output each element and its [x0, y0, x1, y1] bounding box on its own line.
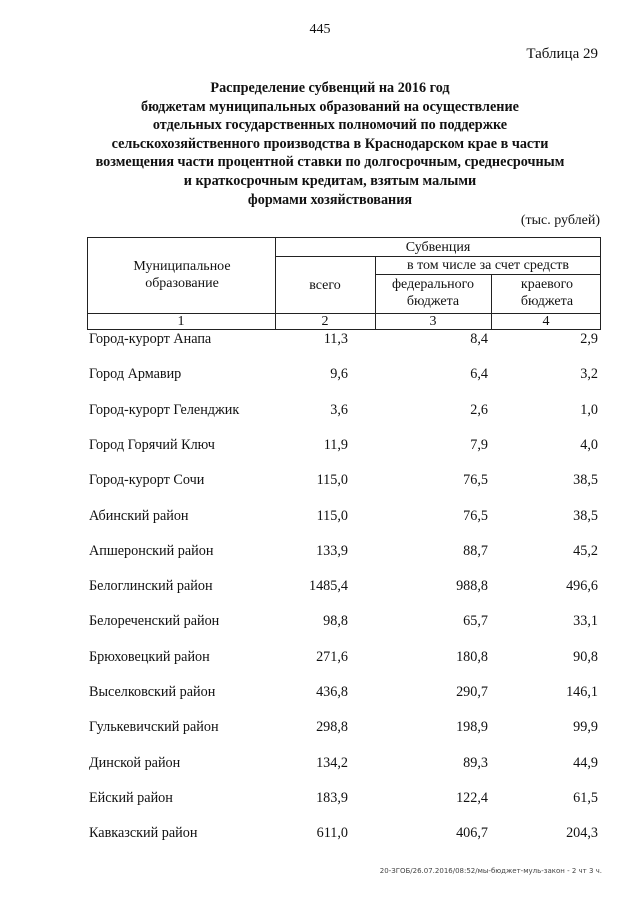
value-total: 98,8	[323, 613, 348, 630]
value-regional: 4,0	[580, 436, 598, 453]
header-federal: федерального бюджета	[391, 277, 475, 309]
table-row	[0, 578, 640, 598]
value-federal: 8,4	[470, 331, 488, 347]
value-total: 1485,4	[308, 578, 348, 595]
value-federal: 2,6	[470, 401, 488, 418]
table-row	[0, 684, 640, 704]
table-row	[0, 437, 640, 457]
value-total: 11,9	[323, 436, 348, 453]
value-regional: 38,5	[573, 507, 598, 524]
header-regional: краевого бюджета	[520, 277, 574, 309]
municipality-name: Динской район	[89, 754, 181, 771]
title-line: и краткосрочным кредитам, взятым малыми	[183, 172, 477, 189]
value-regional: 3,2	[580, 366, 598, 383]
value-federal: 89,3	[463, 754, 488, 771]
municipality-name: Выселковский район	[89, 684, 216, 700]
table-header	[87, 237, 601, 330]
municipality-name: Ейский район	[89, 789, 173, 806]
municipality-name: Гулькевичский район	[89, 719, 219, 736]
header-municipality: Муниципальное образование	[133, 259, 231, 291]
title-line: сельскохозяйственного производства в Краснодарском крае в части	[111, 135, 549, 152]
value-total: 133,9	[316, 542, 348, 559]
value-regional: 204,3	[566, 825, 598, 842]
value-federal: 988,8	[456, 578, 488, 595]
value-total: 298,8	[316, 719, 348, 736]
municipality-name: Белоглинский район	[89, 578, 213, 595]
table-row	[0, 825, 640, 845]
header-including: в том числе за счет средств	[407, 258, 569, 273]
value-regional: 38,5	[573, 472, 598, 489]
header-rule-top	[87, 237, 601, 238]
table-row	[0, 402, 640, 422]
header-subvention: Субвенция	[405, 240, 471, 255]
header-total: всего	[309, 278, 341, 293]
title-line: формами хозяйствования	[247, 191, 413, 208]
title-line: отдельных государственных полномочий по поддержке	[152, 117, 508, 134]
table-row	[0, 472, 640, 492]
table-row	[0, 366, 640, 386]
units-label: (тыс. рублей)	[520, 213, 600, 228]
value-total: 3,6	[330, 401, 348, 418]
municipality-name: Город Армавир	[89, 366, 182, 383]
value-federal: 290,7	[456, 684, 488, 700]
value-federal: 122,4	[456, 789, 488, 806]
municipality-name: Брюховецкий район	[89, 648, 210, 665]
value-total: 134,2	[316, 754, 348, 771]
table-row	[0, 331, 640, 351]
value-regional: 146,1	[566, 684, 598, 700]
value-regional: 45,2	[573, 542, 598, 559]
value-total: 11,3	[323, 331, 348, 347]
footer-code: 20-ЗГОБ/26.07.2016/08:52/мы-бюджет-муль-закон - 2 чт 3 ч.	[379, 867, 602, 875]
table-row	[0, 649, 640, 669]
table-row	[0, 543, 640, 563]
municipality-name: Апшеронский район	[89, 542, 214, 559]
value-federal: 76,5	[463, 507, 488, 524]
value-federal: 65,7	[463, 613, 488, 630]
table-row	[0, 613, 640, 633]
value-total: 611,0	[316, 825, 348, 842]
header-colnum-4: 4	[542, 314, 550, 329]
title-line: возмещения части процентной ставки по долгосрочным, среднесрочным	[95, 154, 565, 171]
title-line: бюджетам муниципальных образований на осуществление	[141, 98, 519, 115]
value-federal: 6,4	[470, 366, 488, 383]
value-total: 115,0	[316, 507, 348, 524]
header-colnum-3: 3	[429, 314, 437, 329]
municipality-name: Кавказский район	[89, 825, 198, 842]
municipality-name: Город Горячий Ключ	[89, 436, 215, 453]
value-regional: 1,0	[580, 401, 598, 418]
municipality-name: Белореченский район	[89, 613, 220, 630]
title-line: Распределение субвенций на 2016 год	[210, 80, 450, 96]
header-rule-including	[375, 274, 601, 275]
value-federal: 180,8	[456, 648, 488, 665]
municipality-name: Город-курорт Анапа	[89, 331, 212, 347]
value-federal: 76,5	[463, 472, 488, 489]
municipality-name: Город-курорт Геленджик	[89, 401, 240, 418]
value-federal: 7,9	[470, 436, 488, 453]
value-regional: 2,9	[580, 331, 598, 347]
value-regional: 44,9	[573, 754, 598, 771]
document-title	[60, 79, 600, 209]
value-regional: 99,9	[573, 719, 598, 736]
value-total: 436,8	[316, 684, 348, 700]
value-federal: 406,7	[456, 825, 488, 842]
value-federal: 198,9	[456, 719, 488, 736]
value-regional: 61,5	[573, 789, 598, 806]
header-colnum-1: 1	[177, 314, 185, 329]
table-row	[0, 508, 640, 528]
table-label: Таблица 29	[526, 46, 598, 62]
municipality-name: Абинский район	[89, 507, 189, 524]
municipality-name: Город-курорт Сочи	[89, 472, 205, 489]
table-row	[0, 790, 640, 810]
table-row	[0, 755, 640, 775]
value-regional: 496,6	[566, 578, 598, 595]
page-number: 445	[309, 22, 331, 37]
table-row	[0, 719, 640, 739]
value-regional: 90,8	[573, 648, 598, 665]
value-total: 115,0	[316, 472, 348, 489]
header-colnum-2: 2	[321, 314, 329, 329]
value-regional: 33,1	[573, 613, 598, 630]
value-federal: 88,7	[463, 542, 488, 559]
value-total: 9,6	[330, 366, 348, 383]
value-total: 183,9	[316, 789, 348, 806]
value-total: 271,6	[316, 648, 348, 665]
